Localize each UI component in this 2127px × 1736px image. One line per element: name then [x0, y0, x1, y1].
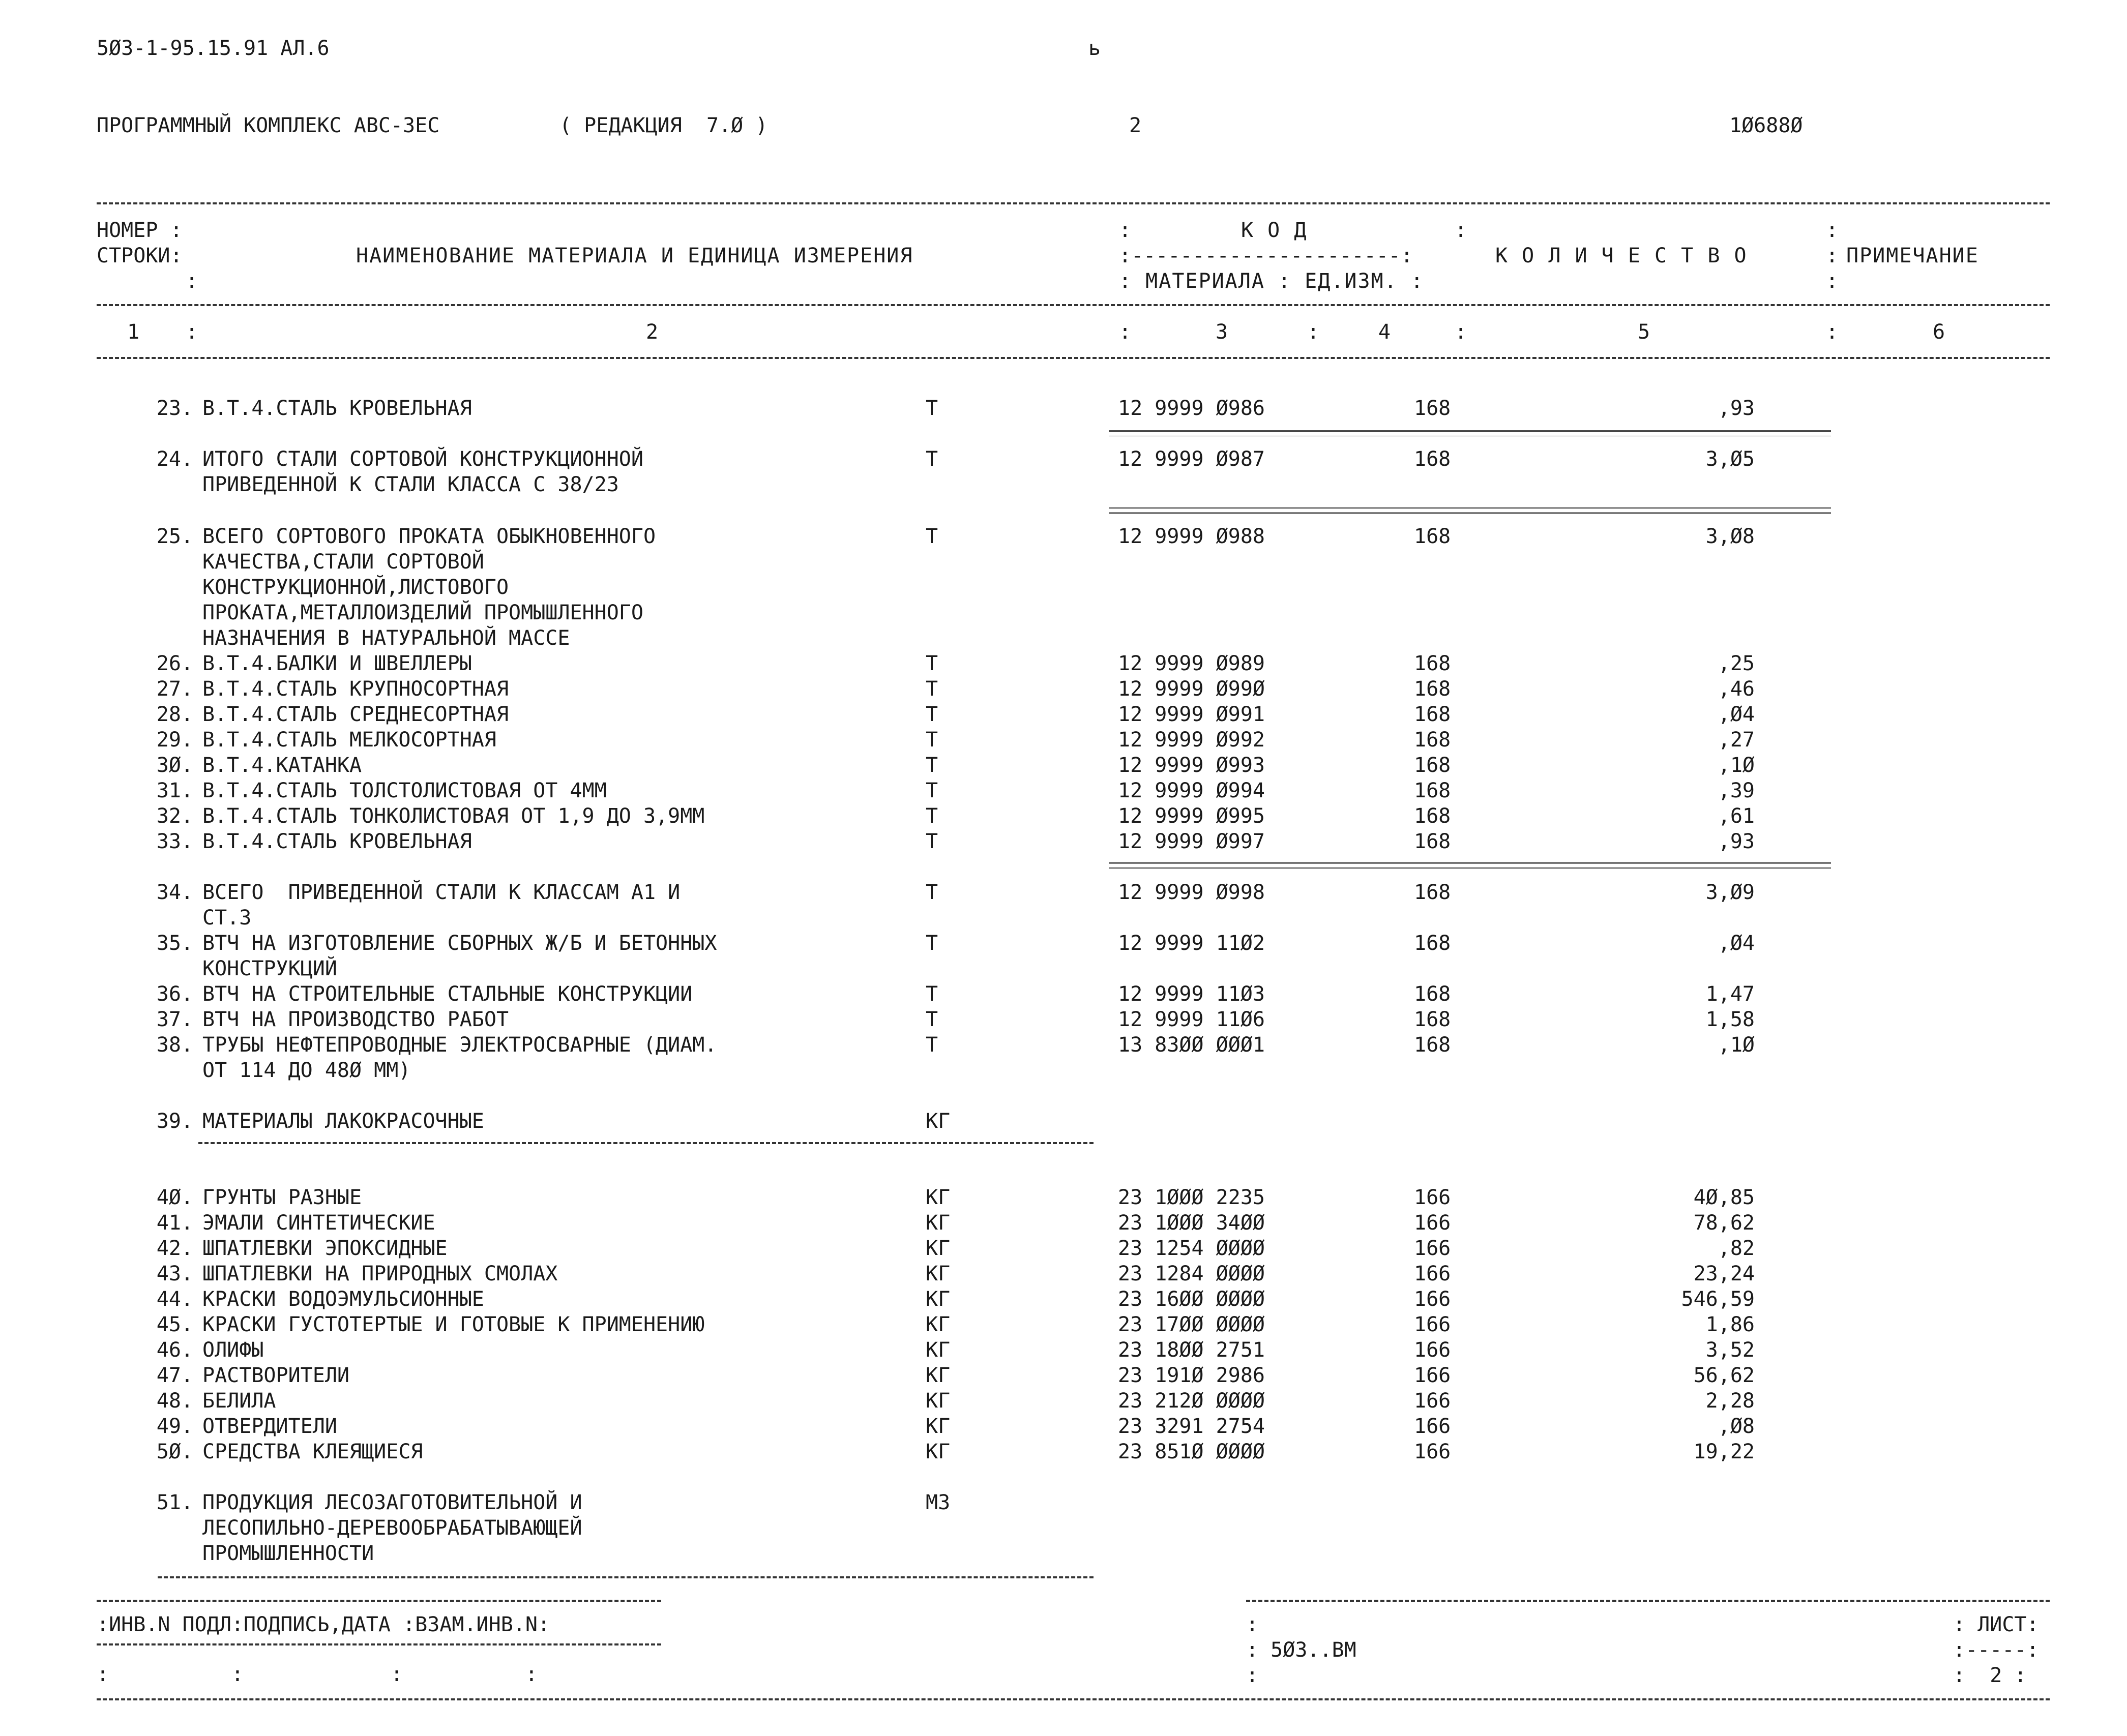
unit: Т [926, 447, 938, 471]
row-number: 25. [156, 525, 193, 548]
header-row-num-1: НОМЕР : [97, 219, 183, 242]
row-number: 44. [156, 1288, 193, 1311]
unit: КГ [926, 1440, 951, 1463]
row-number: 34. [156, 881, 193, 904]
unit: КГ [926, 1288, 951, 1311]
unit-code: 166 [1414, 1313, 1451, 1336]
program-edition: ( РЕДАКЦИЯ 7.Ø ) [559, 114, 768, 137]
quantity: ,Ø8 [1718, 1415, 1755, 1438]
header-mid-rule [97, 304, 2050, 306]
header-colon-c: : [1826, 219, 1839, 242]
row-number: 28. [156, 703, 193, 726]
corner-mark: ь [1088, 37, 1101, 60]
row-number: 47. [156, 1364, 193, 1387]
sheet-label: : ЛИСТ: [1953, 1613, 2039, 1636]
unit-code: 166 [1414, 1364, 1451, 1387]
col-num-4: 4 [1378, 320, 1391, 344]
unit: КГ [926, 1389, 951, 1413]
unit: Т [926, 525, 938, 548]
unit: Т [926, 830, 938, 853]
unit-code: 168 [1414, 804, 1451, 828]
unit: КГ [926, 1211, 951, 1235]
unit: Т [926, 397, 938, 420]
section-rule [158, 1576, 1094, 1578]
header-row-num-3: : [186, 270, 198, 293]
material-name: ГРУНТЫ РАЗНЫЕ [202, 1186, 362, 1209]
row-number: 4Ø. [156, 1186, 193, 1209]
material-name: В.Т.4.СТАЛЬ СРЕДНЕСОРТНАЯ [202, 703, 509, 726]
material-code: 23 18ØØ 2751 [1118, 1338, 1265, 1362]
page-bottom-rule [97, 1698, 2050, 1700]
quantity: ,Ø4 [1718, 703, 1755, 726]
unit-code: 168 [1414, 754, 1451, 777]
row-number: 46. [156, 1338, 193, 1362]
header-colon-d: : [1826, 244, 1839, 267]
unit-code: 166 [1414, 1338, 1451, 1362]
row-number: 49. [156, 1415, 193, 1438]
unit-code: 166 [1414, 1440, 1451, 1463]
col-num-2: 2 [646, 320, 659, 344]
material-code: 12 9999 Ø992 [1118, 728, 1265, 752]
unit-code: 168 [1414, 728, 1451, 752]
material-name: КРАСКИ ГУСТОТЕРТЫЕ И ГОТОВЫЕ К ПРИМЕНЕНИЮ [202, 1313, 705, 1336]
header-colon-b: : [1455, 219, 1467, 242]
unit: Т [926, 779, 938, 802]
quantity: ,Ø4 [1718, 932, 1755, 955]
material-name: ШПАТЛЕВКИ НА ПРИРОДНЫХ СМОЛАХ [202, 1262, 558, 1285]
docref-colon-bottom: : [1246, 1664, 1259, 1687]
unit-code: 168 [1414, 525, 1451, 548]
quantity: 4Ø,85 [1693, 1186, 1755, 1209]
stamp-top-rule [97, 1600, 661, 1602]
docref-top-rule [1246, 1600, 2050, 1602]
material-name: В.Т.4.СТАЛЬ МЕЛКОСОРТНАЯ [202, 728, 496, 752]
unit: М3 [926, 1491, 951, 1514]
material-name: СРЕДСТВА КЛЕЯЩИЕСЯ [202, 1440, 423, 1463]
quantity: 1,58 [1705, 1008, 1755, 1031]
material-code: 12 9999 Ø988 [1118, 525, 1265, 548]
quantity: ,25 [1718, 652, 1755, 675]
material-name: В.Т.4.СТАЛЬ ТОНКОЛИСТОВАЯ ОТ 1,9 ДО 3,9ММ [202, 804, 705, 828]
stamp-mid-rule [97, 1643, 661, 1645]
unit: Т [926, 982, 938, 1006]
unit: Т [926, 652, 938, 675]
col-num-6: 6 [1933, 320, 1945, 344]
col-sep-5: : [1826, 320, 1839, 344]
unit-code: 166 [1414, 1262, 1451, 1285]
quantity: 3,Ø9 [1705, 881, 1755, 904]
program-name: ПРОГРАММНЫЙ КОМПЛЕКС АВС-3ЕС [97, 114, 440, 137]
unit: Т [926, 703, 938, 726]
material-name: ВТЧ НА ПРОИЗВОДСТВО РАБОТ [202, 1008, 509, 1031]
material-name: ТРУБЫ НЕФТЕПРОВОДНЫЕ ЭЛЕКТРОСВАРНЫЕ (ДИАМ. ОТ 114 ДО 48Ø ММ) [202, 1033, 717, 1082]
material-code: 23 17ØØ ØØØØ [1118, 1313, 1265, 1336]
total-double-rule [1109, 862, 1831, 869]
material-name: ОЛИФЫ [202, 1338, 264, 1362]
quantity: 19,22 [1693, 1440, 1755, 1463]
section-rule [198, 1142, 1094, 1144]
material-code: 12 9999 11Ø6 [1118, 1008, 1265, 1031]
col-sep-2: : [1119, 320, 1132, 344]
header-colon-a: : [1119, 219, 1132, 242]
unit-code: 168 [1414, 830, 1451, 853]
material-name: В.Т.4.СТАЛЬ ТОЛСТОЛИСТОВАЯ ОТ 4ММ [202, 779, 607, 802]
material-name: ЭМАЛИ СИНТЕТИЧЕСКИЕ [202, 1211, 435, 1235]
quantity: ,82 [1718, 1237, 1755, 1260]
material-name: В.Т.4.СТАЛЬ КРОВЕЛЬНАЯ [202, 830, 472, 853]
sheet-separator: :-----: [1953, 1638, 2039, 1662]
unit: Т [926, 754, 938, 777]
row-number: 23. [156, 397, 193, 420]
row-number: 41. [156, 1211, 193, 1235]
row-number: 51. [156, 1491, 193, 1514]
material-name: ВСЕГО СОРТОВОГО ПРОКАТА ОБЫКНОВЕННОГО КАЧЕСТВА,СТАЛИ СОРТОВОЙ КОНСТРУКЦИОННОЙ,ЛИСТОВОГО ПРОКАТА,МЕТАЛЛОИЗДЕЛИЙ ПРОМЫШЛЕННОГО НАЗНАЧЕНИЯ В НАТУРАЛЬНОЙ МАССЕ [202, 525, 656, 650]
unit: Т [926, 677, 938, 701]
unit-code: 168 [1414, 397, 1451, 420]
row-number: 29. [156, 728, 193, 752]
unit: Т [926, 932, 938, 955]
row-number: 24. [156, 447, 193, 471]
row-number: 37. [156, 1008, 193, 1031]
material-code: 12 9999 11Ø2 [1118, 932, 1265, 955]
doc-reference: : 5Ø3..ВМ [1246, 1638, 1356, 1662]
row-number: 48. [156, 1389, 193, 1413]
col-sep-1: : [186, 320, 198, 344]
material-name: ОТВЕРДИТЕЛИ [202, 1415, 337, 1438]
quantity: 2,28 [1705, 1389, 1755, 1413]
unit-code: 166 [1414, 1211, 1451, 1235]
unit-code: 166 [1414, 1389, 1451, 1413]
unit-code: 168 [1414, 652, 1451, 675]
unit: Т [926, 804, 938, 828]
col-num-5: 5 [1638, 320, 1650, 344]
quantity: 78,62 [1693, 1211, 1755, 1235]
header-quantity: К О Л И Ч Е С Т В О [1495, 244, 1748, 267]
header-code-divider: :----------------------: [1119, 244, 1413, 267]
row-number: 39. [156, 1110, 193, 1133]
row-number: 43. [156, 1262, 193, 1285]
header-bottom-rule [97, 357, 2050, 359]
total-double-rule [1109, 430, 1831, 436]
material-code: 23 1254 ØØØØ [1118, 1237, 1265, 1260]
col-sep-4: : [1455, 320, 1467, 344]
material-name: ИТОГО СТАЛИ СОРТОВОЙ КОНСТРУКЦИОННОЙ ПРИВЕДЕННОЙ К СТАЛИ КЛАССА С 38/23 [202, 447, 643, 496]
stamp-header: :ИНВ.N ПОДЛ:ПОДПИСЬ,ДАТА :ВЗАМ.ИНВ.N: [97, 1613, 550, 1636]
quantity: 3,Ø5 [1705, 447, 1755, 471]
unit-code: 166 [1414, 1415, 1451, 1438]
unit-code: 168 [1414, 982, 1451, 1006]
quantity: 23,24 [1693, 1262, 1755, 1285]
quantity: 3,52 [1705, 1338, 1755, 1362]
row-number: 42. [156, 1237, 193, 1260]
material-name: ШПАТЛЕВКИ ЭПОКСИДНЫЕ [202, 1237, 448, 1260]
total-double-rule [1109, 507, 1831, 514]
row-number: 31. [156, 779, 193, 802]
quantity: 56,62 [1693, 1364, 1755, 1387]
material-code: 23 212Ø ØØØØ [1118, 1389, 1265, 1413]
unit-code: 168 [1414, 881, 1451, 904]
document-id: 1Ø688Ø [1729, 114, 1803, 137]
material-name: МАТЕРИАЛЫ ЛАКОКРАСОЧНЫЕ [202, 1110, 484, 1133]
sheet-number: : 2 : [1953, 1664, 2027, 1687]
material-name: ВТЧ НА ИЗГОТОВЛЕНИЕ СБОРНЫХ Ж/Б И БЕТОННЫХ КОНСТРУКЦИЙ [202, 932, 717, 980]
row-number: 35. [156, 932, 193, 955]
header-row-num-2: СТРОКИ: [97, 244, 183, 267]
quantity: 546,59 [1681, 1288, 1755, 1311]
col-num-3: 3 [1216, 320, 1228, 344]
material-name: КРАСКИ ВОДОЭМУЛЬСИОННЫЕ [202, 1288, 484, 1311]
material-name: БЕЛИЛА [202, 1389, 276, 1413]
row-number: 5Ø. [156, 1440, 193, 1463]
quantity: ,46 [1718, 677, 1755, 701]
material-code: 12 9999 Ø989 [1118, 652, 1265, 675]
quantity: 1,47 [1705, 982, 1755, 1006]
header-top-rule [97, 202, 2050, 204]
material-code: 12 9999 11Ø3 [1118, 982, 1265, 1006]
unit: КГ [926, 1415, 951, 1438]
material-code: 12 9999 Ø991 [1118, 703, 1265, 726]
material-code: 12 9999 Ø997 [1118, 830, 1265, 853]
material-name: ВСЕГО ПРИВЕДЕННОЙ СТАЛИ К КЛАССАМ А1 И СТ.3 [202, 881, 681, 930]
material-code: 23 851Ø ØØØØ [1118, 1440, 1265, 1463]
material-code: 12 9999 Ø995 [1118, 804, 1265, 828]
row-number: 45. [156, 1313, 193, 1336]
material-code: 12 9999 Ø993 [1118, 754, 1265, 777]
quantity: 3,Ø8 [1705, 525, 1755, 548]
quantity: ,61 [1718, 804, 1755, 828]
material-code: 12 9999 Ø986 [1118, 397, 1265, 420]
unit-code: 168 [1414, 677, 1451, 701]
row-number: 32. [156, 804, 193, 828]
unit: КГ [926, 1262, 951, 1285]
unit-code: 166 [1414, 1186, 1451, 1209]
unit-code: 168 [1414, 703, 1451, 726]
unit-code: 166 [1414, 1237, 1451, 1260]
row-number: 3Ø. [156, 754, 193, 777]
material-name: РАСТВОРИТЕЛИ [202, 1364, 349, 1387]
unit: Т [926, 728, 938, 752]
quantity: ,1Ø [1718, 1033, 1755, 1057]
material-name: В.Т.4.СТАЛЬ КРОВЕЛЬНАЯ [202, 397, 472, 420]
material-code: 23 1284 ØØØØ [1118, 1262, 1265, 1285]
unit-code: 168 [1414, 447, 1451, 471]
unit: КГ [926, 1186, 951, 1209]
material-code: 12 9999 Ø994 [1118, 779, 1265, 802]
quantity: ,93 [1718, 830, 1755, 853]
row-number: 36. [156, 982, 193, 1006]
material-name: В.Т.4.БАЛКИ И ШВЕЛЛЕРЫ [202, 652, 472, 675]
stamp-cells: : : : : [97, 1663, 538, 1686]
unit: Т [926, 881, 938, 904]
unit-code: 168 [1414, 932, 1451, 955]
page-number: 2 [1129, 114, 1142, 137]
doc-code: 5Ø3-1-95.15.91 АЛ.6 [97, 37, 330, 60]
material-code: 23 3291 2754 [1118, 1415, 1265, 1438]
unit: КГ [926, 1338, 951, 1362]
header-colon-e: : [1826, 270, 1839, 293]
unit-code: 168 [1414, 779, 1451, 802]
material-code: 12 9999 Ø998 [1118, 881, 1265, 904]
material-code: 23 16ØØ ØØØØ [1118, 1288, 1265, 1311]
docref-colon-top: : [1246, 1613, 1259, 1636]
unit-code: 168 [1414, 1008, 1451, 1031]
material-code: 13 83ØØ ØØØ1 [1118, 1033, 1265, 1057]
unit-code: 166 [1414, 1288, 1451, 1311]
row-number: 26. [156, 652, 193, 675]
col-num-1: 1 [127, 320, 140, 344]
col-sep-3: : [1307, 320, 1320, 344]
unit: КГ [926, 1110, 951, 1133]
unit: КГ [926, 1364, 951, 1387]
material-name: В.Т.4.КАТАНКА [202, 754, 362, 777]
material-code: 12 9999 Ø987 [1118, 447, 1265, 471]
material-name: ВТЧ НА СТРОИТЕЛЬНЫЕ СТАЛЬНЫЕ КОНСТРУКЦИИ [202, 982, 693, 1006]
material-code: 23 191Ø 2986 [1118, 1364, 1265, 1387]
header-name: НАИМЕНОВАНИЕ МАТЕРИАЛА И ЕДИНИЦА ИЗМЕРЕНИЯ [356, 244, 913, 267]
material-name: ПРОДУКЦИЯ ЛЕСОЗАГОТОВИТЕЛЬНОЙ И ЛЕСОПИЛЬНО-ДЕРЕВООБРАБАТЫВАЮЩЕЙ ПРОМЫШЛЕННОСТИ [202, 1491, 582, 1565]
row-number: 38. [156, 1033, 193, 1057]
quantity: ,27 [1718, 728, 1755, 752]
quantity: ,1Ø [1718, 754, 1755, 777]
material-code: 23 1ØØØ 2235 [1118, 1186, 1265, 1209]
unit: КГ [926, 1237, 951, 1260]
unit: Т [926, 1033, 938, 1057]
row-number: 33. [156, 830, 193, 853]
unit-code: 168 [1414, 1033, 1451, 1057]
material-code: 12 9999 Ø99Ø [1118, 677, 1265, 701]
quantity: ,93 [1718, 397, 1755, 420]
material-name: В.Т.4.СТАЛЬ КРУПНОСОРТНАЯ [202, 677, 509, 701]
quantity: ,39 [1718, 779, 1755, 802]
material-code: 23 1ØØØ 34ØØ [1118, 1211, 1265, 1235]
unit: КГ [926, 1313, 951, 1336]
row-number: 27. [156, 677, 193, 701]
unit: Т [926, 1008, 938, 1031]
header-note: ПРИМЕЧАНИЕ [1846, 244, 1979, 267]
header-code: К О Д [1241, 219, 1308, 242]
header-code-sub: : МАТЕРИАЛА : ЕД.ИЗМ. : [1119, 270, 1424, 293]
quantity: 1,86 [1705, 1313, 1755, 1336]
